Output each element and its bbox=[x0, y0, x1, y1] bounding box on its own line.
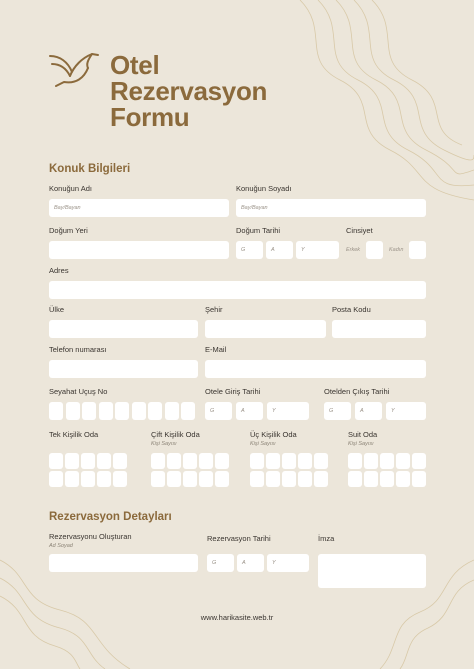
reservation-day-field[interactable] bbox=[207, 554, 234, 572]
country-label: Ülke bbox=[49, 305, 65, 314]
checkin-year-field[interactable] bbox=[267, 402, 309, 420]
reservation-day-hint: G bbox=[212, 560, 217, 566]
triple-room-label: Üç Kişilik Oda bbox=[250, 430, 297, 439]
reservation-year-hint: Y bbox=[272, 560, 276, 566]
birthdate-label: Doğum Tarihi bbox=[236, 226, 281, 235]
checkout-year-hint: Y bbox=[391, 408, 395, 414]
double-room-cell[interactable] bbox=[167, 471, 181, 487]
gender-female-label: Kadın bbox=[389, 247, 404, 253]
phone-field[interactable] bbox=[49, 360, 198, 378]
checkout-day-field[interactable] bbox=[324, 402, 351, 420]
single-room-cell[interactable] bbox=[81, 471, 95, 487]
dove-icon bbox=[48, 48, 100, 88]
suite-label: Suit Oda bbox=[348, 430, 378, 439]
birthplace-field[interactable] bbox=[49, 241, 229, 259]
triple-room-cell[interactable] bbox=[298, 453, 312, 469]
birthdate-year-field[interactable] bbox=[296, 241, 339, 259]
double-room-cell[interactable] bbox=[167, 453, 181, 469]
creator-sub: Ad Soyad bbox=[49, 543, 73, 549]
flight-number-char-box[interactable] bbox=[49, 402, 63, 420]
checkin-year-hint: Y bbox=[272, 408, 276, 414]
first-name-label: Konuğun Adı bbox=[49, 184, 92, 193]
birthdate-month-hint: A bbox=[271, 247, 275, 253]
checkin-label: Otele Giriş Tarihi bbox=[205, 387, 261, 396]
birthdate-year-hint: Y bbox=[301, 247, 305, 253]
reservation-year-field[interactable] bbox=[267, 554, 309, 572]
reservation-month-hint: A bbox=[242, 560, 246, 566]
flight-number-char-box[interactable] bbox=[99, 402, 113, 420]
single-room-cell[interactable] bbox=[97, 471, 111, 487]
city-label: Şehir bbox=[205, 305, 223, 314]
suite-cell[interactable] bbox=[348, 471, 362, 487]
single-room-cell[interactable] bbox=[49, 471, 63, 487]
suite-cell[interactable] bbox=[380, 453, 394, 469]
single-room-cell[interactable] bbox=[81, 453, 95, 469]
birthdate-day-field[interactable] bbox=[236, 241, 263, 259]
postcode-field[interactable] bbox=[332, 320, 426, 338]
suite-cell[interactable] bbox=[412, 471, 426, 487]
flight-number-char-box[interactable] bbox=[115, 402, 129, 420]
title-line-2: Rezervasyon bbox=[110, 76, 268, 106]
gender-male-label: Erkek bbox=[346, 247, 361, 253]
suite-cell[interactable] bbox=[380, 471, 394, 487]
city-field[interactable] bbox=[205, 320, 326, 338]
last-name-label: Konuğun Soyadı bbox=[236, 184, 292, 193]
double-room-cell[interactable] bbox=[151, 453, 165, 469]
gender-label: Cinsiyet bbox=[346, 226, 373, 235]
triple-room-cell[interactable] bbox=[314, 471, 328, 487]
single-room-cell[interactable] bbox=[49, 453, 63, 469]
title-line-3: Formu bbox=[110, 102, 190, 132]
double-room-cell[interactable] bbox=[199, 453, 213, 469]
flight-number-char-box[interactable] bbox=[132, 402, 146, 420]
checkout-month-field[interactable] bbox=[355, 402, 382, 420]
creator-field[interactable] bbox=[49, 554, 198, 572]
creator-label: Rezervasyonu Oluşturan bbox=[49, 532, 132, 541]
double-room-cell[interactable] bbox=[183, 471, 197, 487]
double-room-label: Çift Kişilik Oda bbox=[151, 430, 200, 439]
suite-cell[interactable] bbox=[364, 453, 378, 469]
triple-room-cell[interactable] bbox=[282, 453, 296, 469]
birthdate-day-hint: G bbox=[241, 247, 246, 253]
single-room-cell[interactable] bbox=[113, 471, 127, 487]
checkout-day-hint: G bbox=[329, 408, 334, 414]
last-name-placeholder: Bay/Bayan bbox=[241, 205, 268, 211]
checkout-label: Otelden Çıkış Tarihi bbox=[324, 387, 390, 396]
double-room-cell[interactable] bbox=[215, 453, 229, 469]
suite-cell[interactable] bbox=[396, 453, 410, 469]
flight-number-char-box[interactable] bbox=[66, 402, 80, 420]
birthplace-label: Doğum Yeri bbox=[49, 226, 88, 235]
first-name-placeholder: Bay/Bayan bbox=[54, 205, 81, 211]
footer-url: www.harikasite.web.tr bbox=[200, 613, 274, 622]
checkout-month-hint: A bbox=[360, 408, 364, 414]
checkin-month-hint: A bbox=[241, 408, 245, 414]
triple-room-cell[interactable] bbox=[282, 471, 296, 487]
suite-cell[interactable] bbox=[348, 453, 362, 469]
checkin-day-hint: G bbox=[210, 408, 215, 414]
suite-cell[interactable] bbox=[364, 471, 378, 487]
single-room-label: Tek Kişilik Oda bbox=[49, 430, 99, 439]
gender-female-checkbox[interactable] bbox=[409, 241, 426, 259]
triple-room-cell[interactable] bbox=[298, 471, 312, 487]
checkout-year-field[interactable] bbox=[386, 402, 426, 420]
triple-room-cell[interactable] bbox=[314, 453, 328, 469]
single-room-cell[interactable] bbox=[65, 453, 79, 469]
triple-room-cell[interactable] bbox=[266, 453, 280, 469]
first-name-field[interactable] bbox=[49, 199, 229, 217]
suite-cell[interactable] bbox=[396, 471, 410, 487]
triple-room-sub: Kişi Sayısı bbox=[250, 441, 276, 447]
triple-room-cell[interactable] bbox=[250, 453, 264, 469]
postcode-label: Posta Kodu bbox=[332, 305, 371, 314]
double-room-cell[interactable] bbox=[215, 471, 229, 487]
flight-number-char-box[interactable] bbox=[165, 402, 179, 420]
double-room-cell[interactable] bbox=[151, 471, 165, 487]
signature-label: İmza bbox=[318, 534, 335, 543]
single-room-cell[interactable] bbox=[113, 453, 127, 469]
signature-field[interactable] bbox=[318, 554, 426, 588]
form-title bbox=[110, 52, 267, 130]
double-room-cell[interactable] bbox=[183, 453, 197, 469]
triple-room-cell[interactable] bbox=[250, 471, 264, 487]
single-room-cell[interactable] bbox=[97, 453, 111, 469]
last-name-field[interactable] bbox=[236, 199, 426, 217]
checkin-month-field[interactable] bbox=[236, 402, 263, 420]
double-room-sub: Kişi Sayısı bbox=[151, 441, 177, 447]
reservation-month-field[interactable] bbox=[237, 554, 264, 572]
gender-male-checkbox[interactable] bbox=[366, 241, 383, 259]
birthdate-month-field[interactable] bbox=[266, 241, 293, 259]
flight-number-char-box[interactable] bbox=[82, 402, 96, 420]
address-field[interactable] bbox=[49, 281, 426, 299]
email-field[interactable] bbox=[205, 360, 426, 378]
flight-number-char-box[interactable] bbox=[181, 402, 195, 420]
checkin-day-field[interactable] bbox=[205, 402, 232, 420]
suite-cell[interactable] bbox=[412, 453, 426, 469]
reservation-date-label: Rezervasyon Tarihi bbox=[207, 534, 271, 543]
guest-section-title: Konuk Bilgileri bbox=[49, 163, 131, 175]
suite-sub: Kişi Sayısı bbox=[348, 441, 374, 447]
reservation-section-title: Rezervasyon Detayları bbox=[49, 511, 172, 523]
triple-room-cell[interactable] bbox=[266, 471, 280, 487]
single-room-cell[interactable] bbox=[65, 471, 79, 487]
phone-label: Telefon numarası bbox=[49, 345, 107, 354]
email-label: E-Mail bbox=[205, 345, 227, 354]
flight-number-char-box[interactable] bbox=[148, 402, 162, 420]
country-field[interactable] bbox=[49, 320, 198, 338]
title-line-1: Otel bbox=[110, 50, 160, 80]
double-room-cell[interactable] bbox=[199, 471, 213, 487]
address-label: Adres bbox=[49, 266, 69, 275]
flight-label: Seyahat Uçuş No bbox=[49, 387, 108, 396]
